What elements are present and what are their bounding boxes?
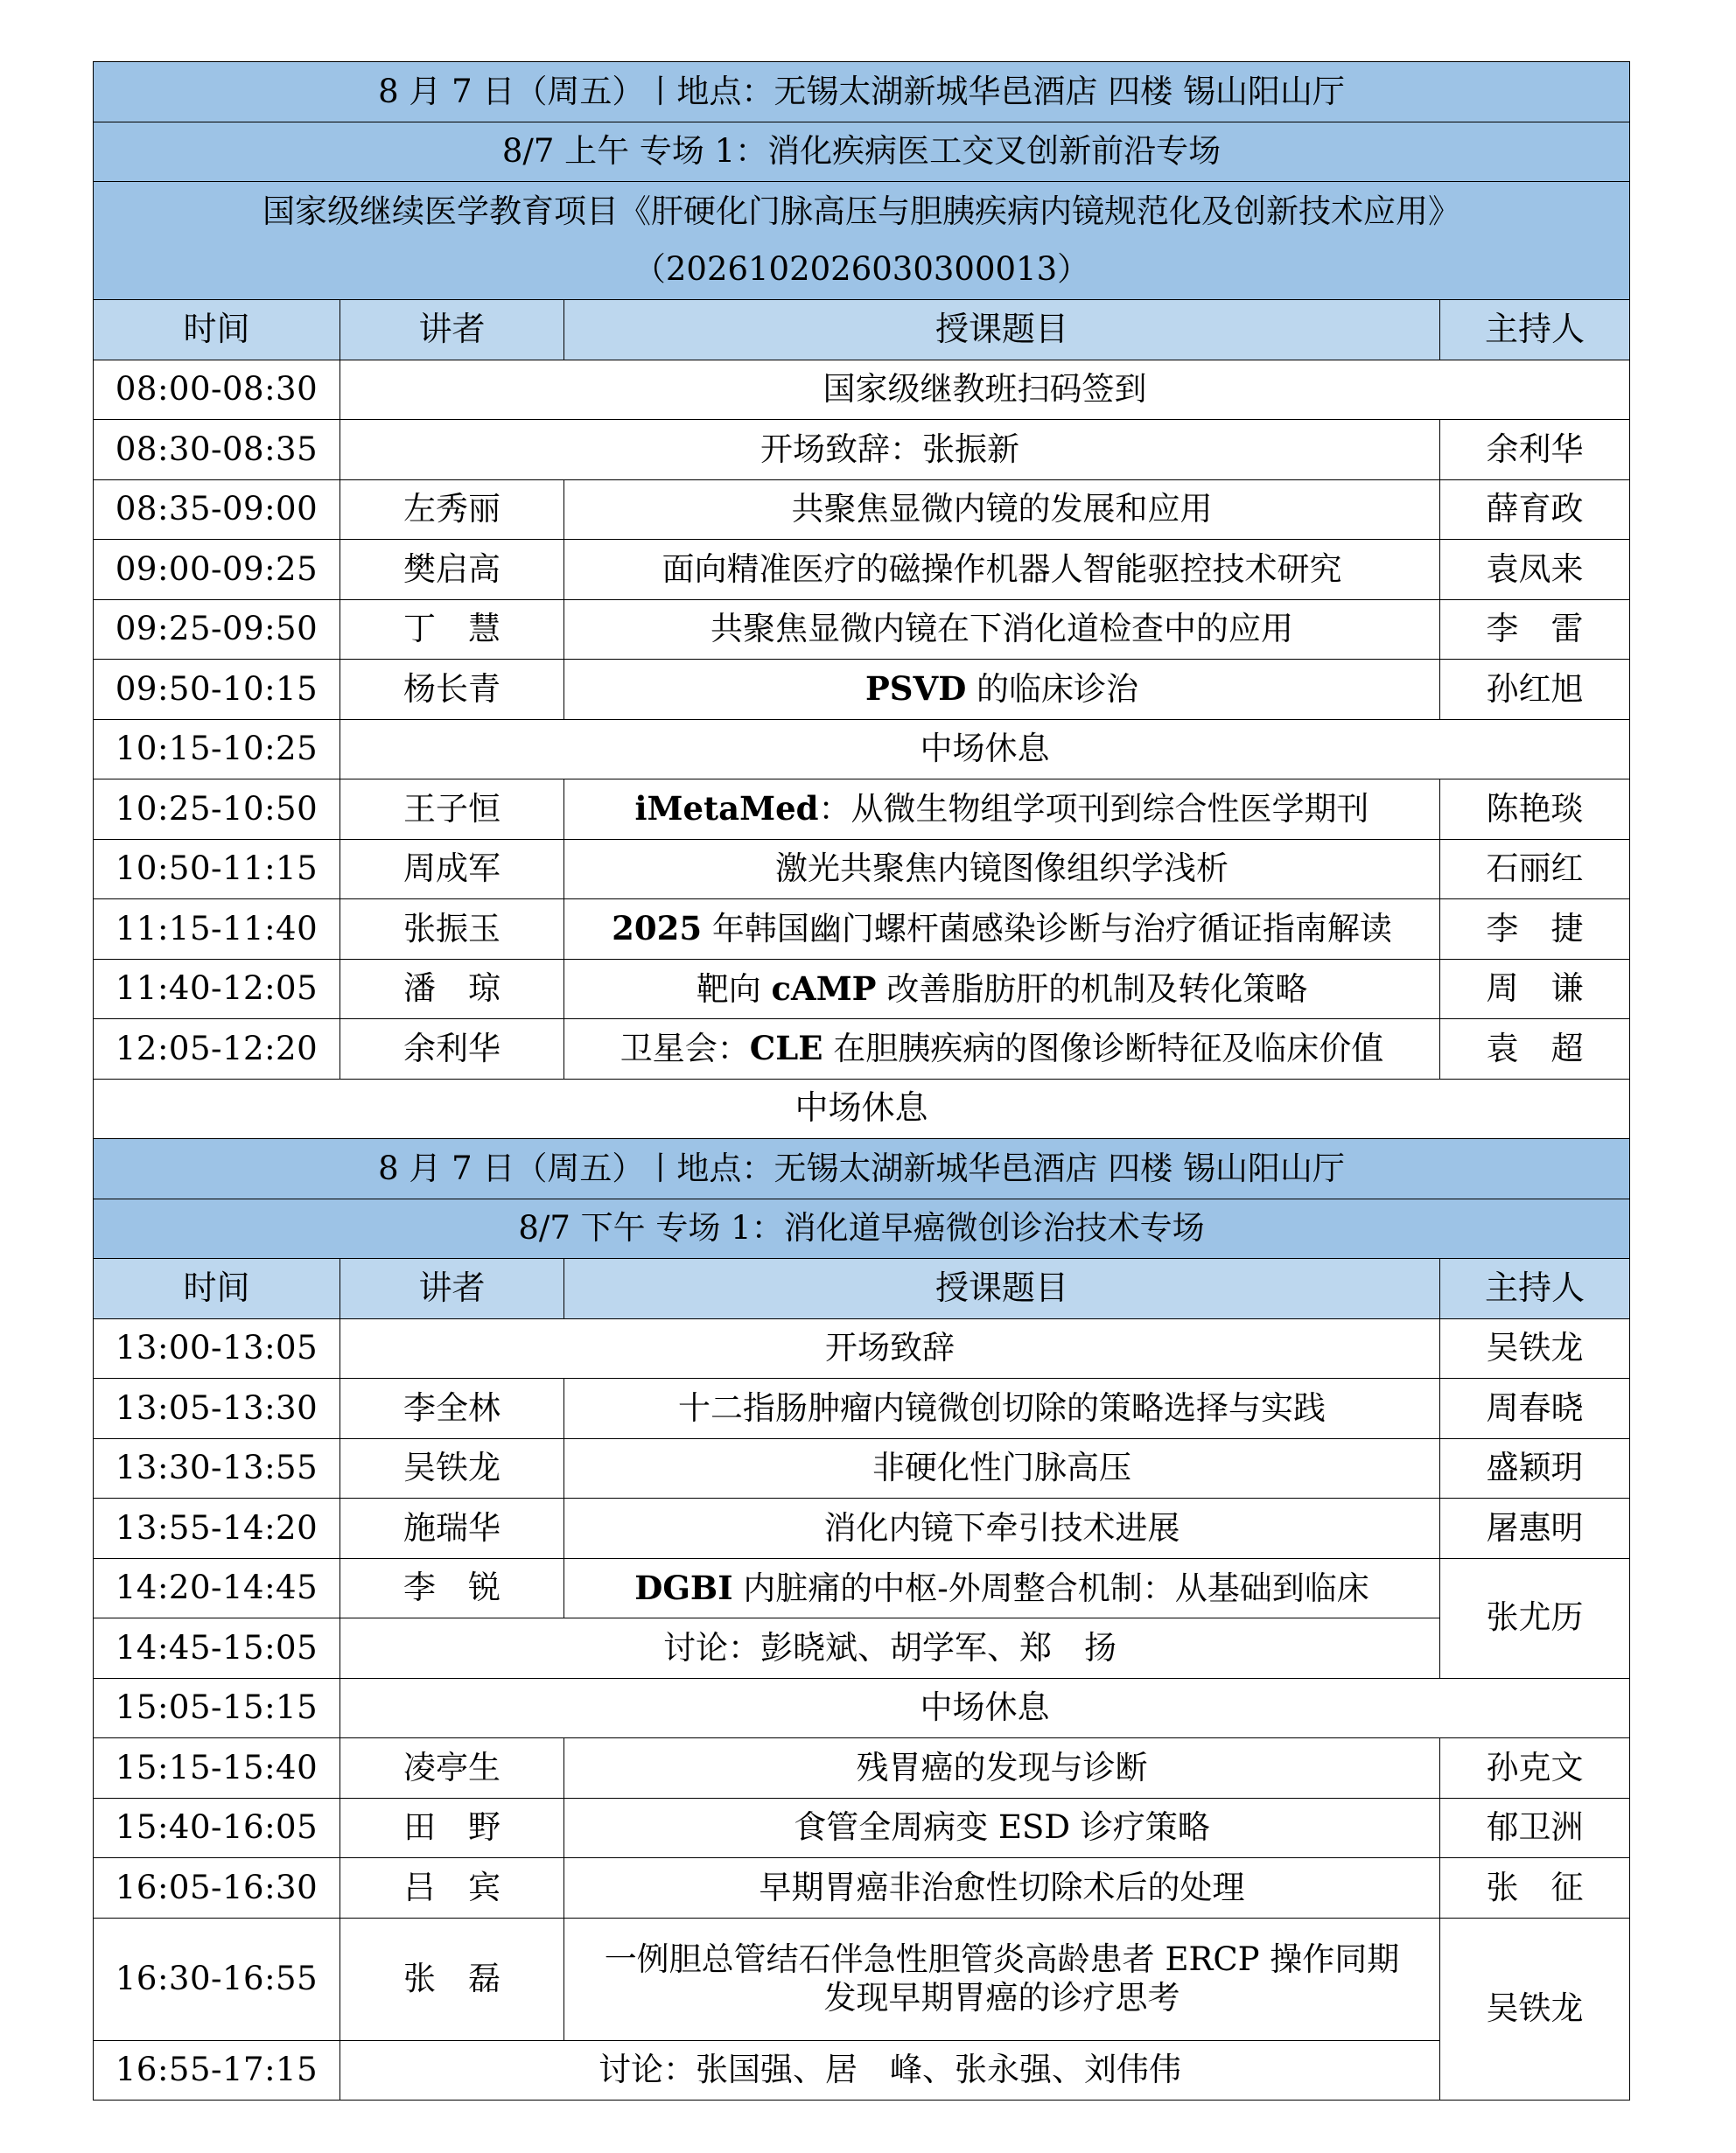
topic-cell: [564, 660, 1440, 720]
table-row: [94, 1318, 1630, 1379]
topic-line: 一例胆总管结石伴急性胆管炎高龄患者 ERCP 操作同期: [604, 1940, 1400, 1978]
topic-text: ：从微生物组学项刊到综合性医学期刊: [818, 790, 1369, 828]
speaker-cell: 李全林: [340, 1379, 564, 1439]
event-cell: 开场致辞：张振新: [340, 420, 1440, 480]
time-cell: 15:40-16:05: [94, 1798, 340, 1858]
col-time: 时间: [94, 1259, 340, 1319]
topic-text: 的临床诊治: [966, 670, 1139, 709]
topic-cell: 共聚焦显微内镜在下消化道检查中的应用: [564, 599, 1440, 660]
column-header-row: [94, 300, 1630, 360]
host-cell: 郁卫洲: [1440, 1798, 1630, 1858]
time-cell: 15:15-15:40: [94, 1738, 340, 1799]
topic-cell: 共聚焦显微内镜的发展和应用: [564, 479, 1440, 540]
time-cell: 12:05-12:20: [94, 1019, 340, 1080]
table-row: [94, 959, 1630, 1019]
table-row: [94, 1019, 1630, 1080]
morning-date-location-row: [94, 62, 1630, 122]
topic-cell: 消化内镜下牵引技术进展: [564, 1499, 1440, 1559]
time-cell: 10:25-10:50: [94, 779, 340, 840]
host-cell: 李 捷: [1440, 899, 1630, 960]
topic-cell: 十二指肠肿瘤内镜微创切除的策略选择与实践: [564, 1379, 1440, 1439]
topic-cell: 早期胃癌非治愈性切除术后的处理: [564, 1858, 1440, 1919]
host-cell: 周 谦: [1440, 959, 1630, 1019]
table-row: [94, 1438, 1630, 1499]
host-cell: 袁 超: [1440, 1019, 1630, 1080]
table-row: [94, 2040, 1630, 2101]
host-cell: 吴铁龙: [1440, 1918, 1630, 2101]
host-cell: 薛育政: [1440, 479, 1630, 540]
col-host: 主持人: [1440, 1259, 1630, 1319]
table-row: [94, 899, 1630, 960]
topic-bold: PSVD: [864, 669, 967, 709]
time-cell: 13:30-13:55: [94, 1438, 340, 1499]
host-cell: 孙红旭: [1440, 660, 1630, 720]
speaker-cell: 周成军: [340, 839, 564, 899]
time-cell: 13:05-13:30: [94, 1379, 340, 1439]
host-cell: 孙克文: [1440, 1738, 1630, 1799]
topic-line: 发现早期胃癌的诊疗思考: [823, 1979, 1180, 2017]
speaker-cell: 丁 慧: [340, 599, 564, 660]
speaker-cell: 张 磊: [340, 1918, 564, 2040]
col-speaker: 讲者: [340, 300, 564, 360]
topic-cell: [564, 1558, 1440, 1618]
time-cell: 13:55-14:20: [94, 1499, 340, 1559]
time-cell: 14:20-14:45: [94, 1558, 340, 1618]
event-cell: 开场致辞: [340, 1318, 1440, 1379]
topic-prefix: 靶向: [696, 969, 772, 1008]
topic-bold: CLE: [749, 1029, 823, 1068]
break-cell: 中场休息: [340, 1678, 1630, 1738]
table-row: [94, 1678, 1630, 1738]
time-cell: 09:00-09:25: [94, 540, 340, 600]
speaker-cell: 王子恒: [340, 779, 564, 840]
morning-session-title: 8/7 上午 专场 1：消化疾病医工交叉创新前沿专场: [94, 122, 1630, 182]
speaker-cell: 李 锐: [340, 1558, 564, 1618]
topic-cell: 面向精准医疗的磁操作机器人智能驱控技术研究: [564, 540, 1440, 600]
project-title-row: [94, 182, 1630, 300]
topic-text: 年韩国幽门螺杆菌感染诊断与治疗循证指南解读: [702, 910, 1392, 948]
topic-bold: DGBI: [634, 1568, 733, 1607]
table-row: [94, 1738, 1630, 1799]
table-row: [94, 1379, 1630, 1439]
col-time: 时间: [94, 300, 340, 360]
time-cell: 10:15-10:25: [94, 719, 340, 779]
topic-bold: cAMP: [771, 968, 877, 1008]
host-cell: 张 征: [1440, 1858, 1630, 1919]
host-cell: 袁凤来: [1440, 540, 1630, 600]
time-cell: 09:25-09:50: [94, 599, 340, 660]
topic-cell: [564, 779, 1440, 840]
col-topic: 授课题目: [564, 1259, 1440, 1319]
table-row: [94, 660, 1630, 720]
host-cell: 周春晓: [1440, 1379, 1630, 1439]
topic-cell: [564, 1019, 1440, 1080]
topic-cell: [564, 959, 1440, 1019]
host-cell: 屠惠明: [1440, 1499, 1630, 1559]
time-cell: 08:35-09:00: [94, 479, 340, 540]
table-row: [94, 1798, 1630, 1858]
speaker-cell: 施瑞华: [340, 1499, 564, 1559]
topic-bold: iMetaMed: [634, 789, 819, 828]
speaker-cell: 余利华: [340, 1019, 564, 1080]
afternoon-session-title-row: [94, 1199, 1630, 1259]
time-cell: 11:40-12:05: [94, 959, 340, 1019]
col-topic: 授课题目: [564, 300, 1440, 360]
time-cell: 16:55-17:15: [94, 2040, 340, 2101]
host-cell: 吴铁龙: [1440, 1318, 1630, 1379]
midday-break-row: [94, 1079, 1630, 1139]
topic-cell: 食管全周病变 ESD 诊疗策略: [564, 1798, 1440, 1858]
speaker-cell: 左秀丽: [340, 479, 564, 540]
topic-text: 在胆胰疾病的图像诊断特征及临床价值: [822, 1030, 1384, 1068]
afternoon-session-title: 8/7 下午 专场 1：消化道早癌微创诊治技术专场: [94, 1199, 1630, 1259]
table-row: [94, 839, 1630, 899]
project-name: 国家级继续医学教育项目《肝硬化门脉高压与胆胰疾病内镜规范化及创新技术应用》: [262, 192, 1460, 230]
break-cell: 中场休息: [340, 719, 1630, 779]
topic-text: 改善脂肪肝的机制及转化策略: [876, 969, 1308, 1008]
topic-cell: 残胃癌的发现与诊断: [564, 1738, 1440, 1799]
host-cell: 盛颖玥: [1440, 1438, 1630, 1499]
table-row: [94, 1618, 1630, 1679]
time-cell: 13:00-13:05: [94, 1318, 340, 1379]
afternoon-date-location: 8 月 7 日（周五）丨地点：无锡太湖新城华邑酒店 四楼 锡山阳山厅: [94, 1139, 1630, 1199]
time-cell: 08:00-08:30: [94, 360, 340, 420]
afternoon-date-location-row: [94, 1139, 1630, 1199]
host-cell: 张尤历: [1440, 1558, 1630, 1678]
event-cell: 国家级继教班扫码签到: [340, 360, 1630, 420]
host-cell: 陈艳琰: [1440, 779, 1630, 840]
table-row: [94, 1499, 1630, 1559]
time-cell: 11:15-11:40: [94, 899, 340, 960]
morning-date-location: 8 月 7 日（周五）丨地点：无锡太湖新城华邑酒店 四楼 锡山阳山厅: [94, 62, 1630, 122]
time-cell: 09:50-10:15: [94, 660, 340, 720]
col-host: 主持人: [1440, 300, 1630, 360]
topic-bold: 2025: [612, 909, 703, 948]
table-row: [94, 420, 1630, 480]
column-header-row: [94, 1259, 1630, 1319]
table-row: [94, 599, 1630, 660]
speaker-cell: 田 野: [340, 1798, 564, 1858]
topic-text: 内脏痛的中枢-外周整合机制：从基础到临床: [732, 1569, 1369, 1607]
time-cell: 14:45-15:05: [94, 1618, 340, 1679]
speaker-cell: 杨长青: [340, 660, 564, 720]
host-cell: 李 雷: [1440, 599, 1630, 660]
time-cell: 16:05-16:30: [94, 1858, 340, 1919]
topic-cell: [564, 899, 1440, 960]
speaker-cell: 潘 琼: [340, 959, 564, 1019]
table-row: [94, 1858, 1630, 1919]
table-row: [94, 1918, 1630, 2040]
time-cell: 10:50-11:15: [94, 839, 340, 899]
topic-prefix: 卫星会：: [620, 1030, 750, 1068]
table-row: [94, 360, 1630, 420]
speaker-cell: 张振玉: [340, 899, 564, 960]
table-row: [94, 719, 1630, 779]
col-speaker: 讲者: [340, 1259, 564, 1319]
table-row: [94, 779, 1630, 840]
table-row: [94, 540, 1630, 600]
speaker-cell: 樊启高: [340, 540, 564, 600]
table-row: [94, 1558, 1630, 1618]
morning-session-title-row: [94, 122, 1630, 182]
speaker-cell: 吴铁龙: [340, 1438, 564, 1499]
host-cell: 余利华: [1440, 420, 1630, 480]
topic-cell: [564, 1918, 1440, 2040]
schedule-table: [93, 61, 1630, 2101]
speaker-cell: 吕 宾: [340, 1858, 564, 1919]
time-cell: 15:05-15:15: [94, 1678, 340, 1738]
project-title: [94, 182, 1630, 300]
table-row: [94, 479, 1630, 540]
time-cell: 16:30-16:55: [94, 1918, 340, 2040]
project-code: （2026102026030300013）: [633, 250, 1090, 288]
speaker-cell: 凌亭生: [340, 1738, 564, 1799]
topic-cell: 激光共聚焦内镜图像组织学浅析: [564, 839, 1440, 899]
host-cell: 石丽红: [1440, 839, 1630, 899]
time-cell: 08:30-08:35: [94, 420, 340, 480]
discussion-cell: 讨论：张国强、居 峰、张永强、刘伟伟: [340, 2040, 1440, 2101]
topic-cell: 非硬化性门脉高压: [564, 1438, 1440, 1499]
midday-break: 中场休息: [94, 1079, 1630, 1139]
discussion-cell: 讨论：彭晓斌、胡学军、郑 扬: [340, 1618, 1440, 1679]
